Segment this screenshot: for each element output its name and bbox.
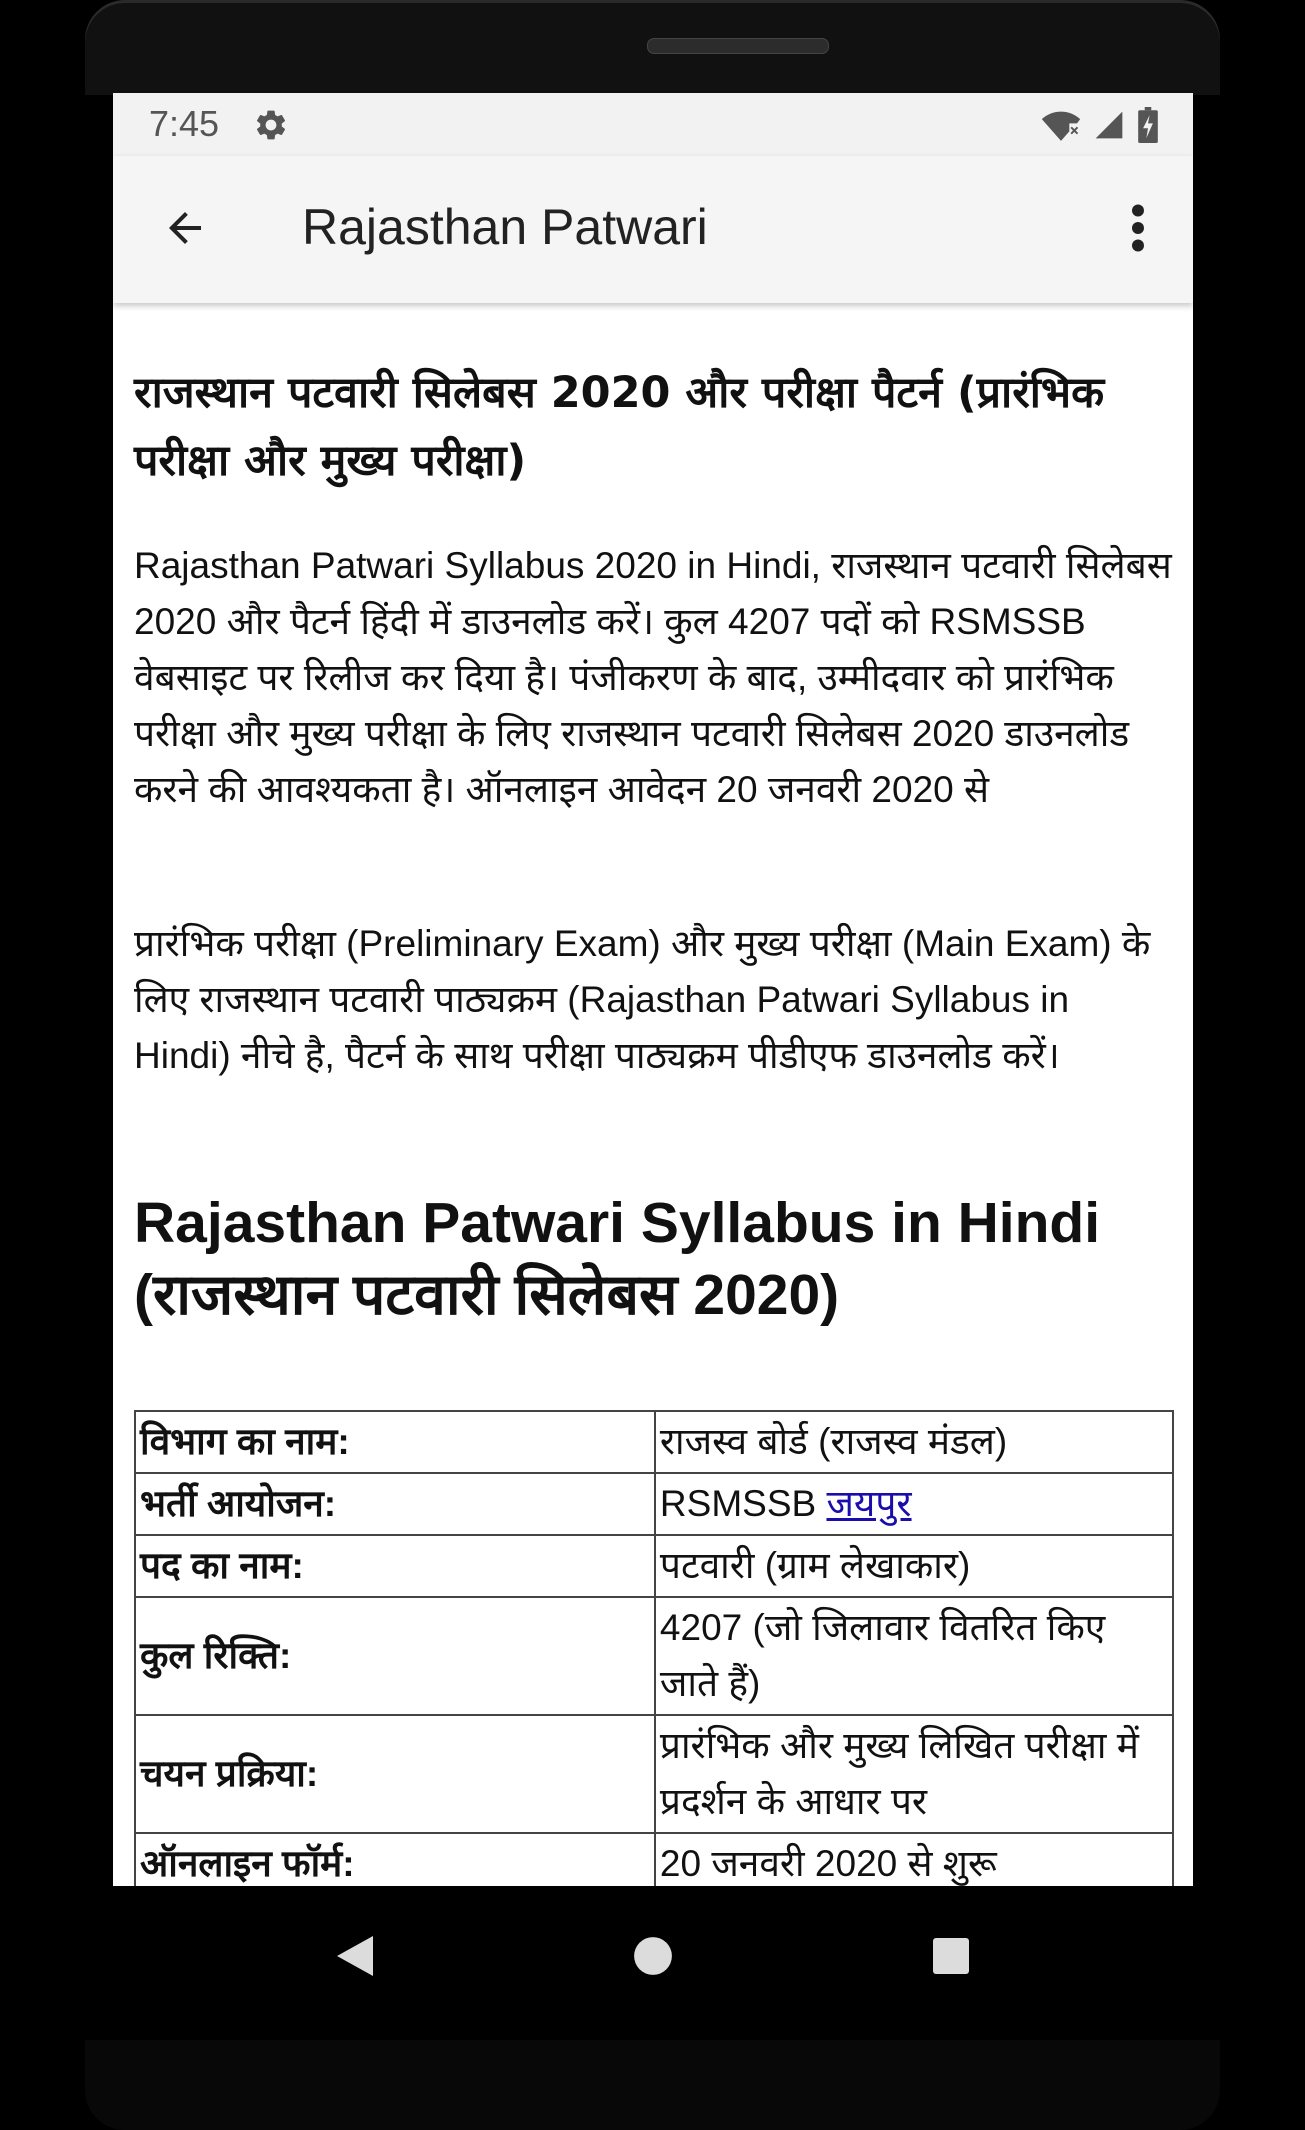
table-key: ऑनलाइन फॉर्म: bbox=[135, 1833, 655, 1886]
jaipur-link[interactable]: जयपुर bbox=[826, 1483, 912, 1524]
table-key: पद का नाम: bbox=[135, 1535, 655, 1597]
status-time: 7:45 bbox=[149, 103, 220, 144]
table-value bbox=[655, 1473, 1173, 1535]
table-row bbox=[135, 1473, 1173, 1535]
back-button[interactable] bbox=[153, 198, 217, 262]
article-webview[interactable] bbox=[113, 303, 1193, 1886]
circle-home-icon bbox=[632, 1935, 674, 1981]
overflow-menu-button[interactable] bbox=[1113, 198, 1163, 262]
battery-icon bbox=[1137, 107, 1159, 147]
table-key: विभाग का नाम: bbox=[135, 1411, 655, 1473]
syllabus-heading: Rajasthan Patwari Syllabus in Hindi (राजस्थान पटवारी सिलेबस 2020) bbox=[134, 1191, 1101, 1327]
table-value-text: RSMSSB bbox=[659, 1483, 817, 1524]
wifi-icon bbox=[1041, 108, 1081, 146]
info-table bbox=[134, 1410, 1174, 1886]
table-value: राजस्व बोर्ड (राजस्व मंडल) bbox=[655, 1411, 1173, 1473]
nav-recents-button[interactable] bbox=[915, 1922, 987, 1994]
device-bottom-bezel bbox=[85, 2040, 1220, 2130]
app-title: Rajasthan Patwari bbox=[302, 199, 708, 255]
nav-back-button[interactable] bbox=[319, 1922, 391, 1994]
table-value: पटवारी (ग्राम लेखाकार) bbox=[655, 1535, 1173, 1597]
table-key: भर्ती आयोजन: bbox=[135, 1473, 655, 1535]
table-value: प्रारंभिक और मुख्य लिखित परीक्षा में प्रदर्शन के आधार पर bbox=[655, 1715, 1173, 1833]
app-bar bbox=[113, 156, 1193, 303]
article-heading: राजस्थान पटवारी सिलेबस 2020 और परीक्षा पैटर्न (प्रारंभिक परीक्षा और मुख्य परीक्षा) bbox=[134, 368, 1105, 486]
table-key: चयन प्रक्रिया: bbox=[135, 1715, 655, 1833]
article-paragraph-2: प्रारंभिक परीक्षा (Preliminary Exam) और मुख्य परीक्षा (Main Exam) के लिए राजस्थान पटवारी पाठ्यक्रम (Rajasthan Patwari Syllabus in Hindi) नीचे है, पैटर्न के साथ परीक्षा पाठ्यक्रम पीडीएफ डाउनलोड करें। bbox=[134, 923, 1151, 1076]
table-value: 4207 (जो जिलावार वितरित किए जाते हैं) bbox=[655, 1597, 1173, 1715]
table-key: कुल रिक्ति: bbox=[135, 1597, 655, 1715]
screen bbox=[113, 93, 1193, 1886]
signal-icon bbox=[1093, 109, 1125, 145]
table-row bbox=[135, 1715, 1173, 1833]
table-value: 20 जनवरी 2020 से शुरू bbox=[655, 1833, 1173, 1886]
table-row bbox=[135, 1597, 1173, 1715]
status-icons bbox=[1041, 107, 1159, 147]
earpiece-speaker bbox=[647, 38, 829, 54]
table-row bbox=[135, 1833, 1173, 1886]
more-vert-icon bbox=[1130, 203, 1146, 257]
device-top-bezel bbox=[85, 0, 1220, 95]
triangle-back-icon bbox=[333, 1932, 377, 1984]
article-paragraph-1: Rajasthan Patwari Syllabus 2020 in Hindi, राजस्थान पटवारी सिलेबस 2020 और पैटर्न हिंदी में डाउनलोड करें। कुल 4207 पदों को RSMSSB वेबसाइट पर रिलीज कर दिया है। पंजीकरण के बाद, उम्मीदवार को प्रारंभिक परीक्षा और मुख्य परीक्षा के लिए राजस्थान पटवारी सिलेबस 2020 डाउनलोड करने की आवश्यकता है। ऑनलाइन आवेदन 20 जनवरी 2020 से bbox=[134, 545, 1172, 810]
table-row bbox=[135, 1535, 1173, 1597]
nav-home-button[interactable] bbox=[617, 1922, 689, 1994]
gear-icon bbox=[253, 107, 289, 143]
navigation-bar bbox=[113, 1886, 1193, 2030]
square-recents-icon bbox=[931, 1936, 971, 1980]
status-bar bbox=[113, 93, 1193, 156]
table-row bbox=[135, 1411, 1173, 1473]
arrow-left-icon bbox=[161, 204, 209, 256]
